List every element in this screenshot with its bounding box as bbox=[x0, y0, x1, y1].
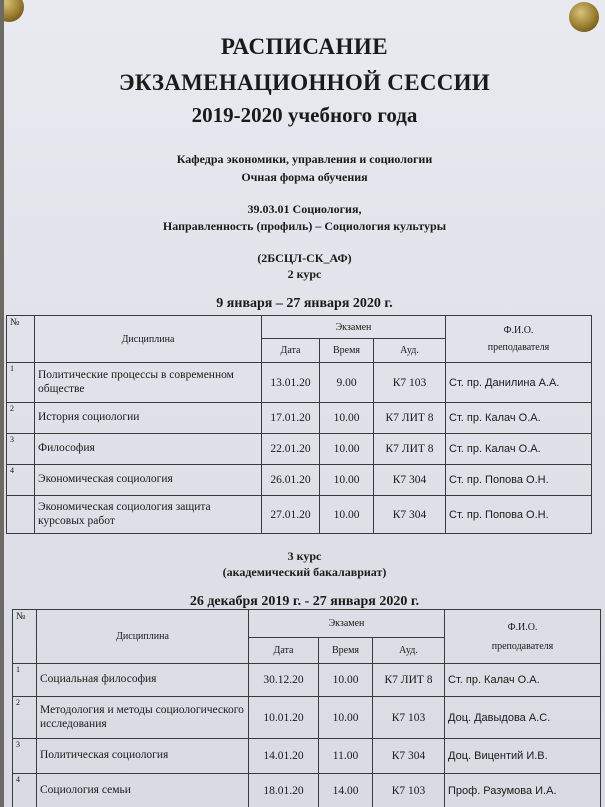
col-date-header: Дата bbox=[262, 339, 320, 363]
time-cell: 10.00 bbox=[320, 465, 374, 496]
schedule-table-course-3 bbox=[12, 609, 601, 807]
table-row bbox=[7, 403, 592, 434]
teacher-cell: Ст. пр. Попова О.Н. bbox=[446, 496, 592, 534]
table-row bbox=[7, 434, 592, 465]
date-cell: 27.01.20 bbox=[262, 496, 320, 534]
date-cell: 14.01.20 bbox=[249, 739, 319, 774]
discipline-cell: Политические процессы в современном обществе bbox=[35, 363, 262, 403]
table-row bbox=[13, 664, 601, 697]
date-cell: 18.01.20 bbox=[249, 774, 319, 807]
room-cell: К7 304 bbox=[374, 496, 446, 534]
degree-track: (академический бакалавриат) bbox=[222, 565, 387, 579]
room-cell: К7 304 bbox=[374, 465, 446, 496]
room-cell: К7 ЛИТ 8 bbox=[374, 403, 446, 434]
col-exam-header: Экзамен bbox=[262, 316, 446, 339]
pushpin-icon bbox=[569, 2, 599, 32]
session-period: 9 января – 27 января 2020 г. bbox=[216, 296, 393, 311]
teacher-header-line2: преподавателя bbox=[487, 342, 550, 353]
col-room-header: Ауд. bbox=[373, 638, 445, 664]
title-exam-session: ЭКЗАМЕНАЦИОННОЙ СЕССИИ bbox=[118, 70, 491, 95]
notice-sheet bbox=[4, 0, 605, 807]
date-cell: 22.01.20 bbox=[262, 434, 320, 465]
discipline-cell: Методология и методы социологического исследования bbox=[37, 697, 249, 739]
title-schedule: РАСПИСАНИЕ bbox=[220, 34, 389, 59]
col-date-header: Дата bbox=[249, 638, 319, 664]
program-code: 39.03.01 Социология, bbox=[247, 202, 362, 216]
room-cell: К7 ЛИТ 8 bbox=[374, 434, 446, 465]
time-cell: 10.00 bbox=[319, 664, 373, 697]
room-cell: К7 ЛИТ 8 bbox=[373, 664, 445, 697]
teacher-cell: Ст. пр. Данилина А.А. bbox=[446, 363, 592, 403]
teacher-cell: Ст. пр. Попова О.Н. bbox=[446, 465, 592, 496]
discipline-cell: История социологии bbox=[35, 403, 262, 434]
course-label-3: 3 курс bbox=[287, 549, 322, 563]
col-room-header: Ауд. bbox=[374, 339, 446, 363]
date-cell: 26.01.20 bbox=[262, 465, 320, 496]
time-cell: 10.00 bbox=[320, 403, 374, 434]
teacher-cell: Проф. Разумова И.А. bbox=[445, 774, 601, 807]
teacher-cell: Ст. пр. Калач О.А. bbox=[445, 664, 601, 697]
row-number: 1 bbox=[7, 363, 35, 403]
table-row bbox=[13, 739, 601, 774]
discipline-cell: Политическая социология bbox=[37, 739, 249, 774]
discipline-cell: Экономическая социология bbox=[35, 465, 262, 496]
row-number bbox=[7, 496, 35, 534]
session-period-2: 26 декабря 2019 г. - 27 января 2020 г. bbox=[189, 594, 420, 609]
group-code: (2БСЦЛ-СК_АФ) bbox=[257, 251, 352, 265]
course-label: 2 курс bbox=[287, 267, 322, 281]
col-exam-header: Экзамен bbox=[249, 610, 445, 638]
teacher-cell: Ст. пр. Калач О.А. bbox=[446, 434, 592, 465]
discipline-cell: Экономическая социология защита курсовых работ bbox=[35, 496, 262, 534]
time-cell: 14.00 bbox=[319, 774, 373, 807]
pushpin-icon bbox=[4, 0, 24, 22]
time-cell: 11.00 bbox=[319, 739, 373, 774]
title-academic-year: 2019-2020 учебного года bbox=[191, 103, 418, 127]
col-teacher-header bbox=[446, 316, 592, 363]
room-cell: К7 304 bbox=[373, 739, 445, 774]
col-number-header: № bbox=[13, 610, 37, 664]
row-number: 4 bbox=[7, 465, 35, 496]
date-cell: 30.12.20 bbox=[249, 664, 319, 697]
time-cell: 10.00 bbox=[320, 434, 374, 465]
teacher-header-line1: Ф.И.О. bbox=[503, 325, 534, 336]
time-cell: 10.00 bbox=[319, 697, 373, 739]
time-cell: 9.00 bbox=[320, 363, 374, 403]
date-cell: 10.01.20 bbox=[249, 697, 319, 739]
table-row bbox=[7, 496, 592, 534]
study-form: Очная форма обучения bbox=[241, 170, 368, 184]
col-discipline-header: Дисциплина bbox=[37, 610, 249, 664]
teacher-header-line2: преподавателя bbox=[491, 640, 554, 652]
table-row bbox=[7, 465, 592, 496]
discipline-cell: Социальная философия bbox=[37, 664, 249, 697]
department: Кафедра экономики, управления и социологии bbox=[176, 152, 433, 166]
col-teacher-header bbox=[445, 610, 601, 664]
program-profile: Направленность (профиль) – Социология культуры bbox=[162, 219, 447, 233]
discipline-cell: Социология семьи bbox=[37, 774, 249, 807]
table-row bbox=[13, 774, 601, 807]
teacher-header-line1: Ф.И.О. bbox=[507, 621, 538, 633]
room-cell: К7 103 bbox=[373, 697, 445, 739]
room-cell: К7 103 bbox=[374, 363, 446, 403]
row-number: 2 bbox=[7, 403, 35, 434]
row-number: 3 bbox=[7, 434, 35, 465]
room-cell: К7 103 bbox=[373, 774, 445, 807]
row-number: 2 bbox=[13, 697, 37, 739]
date-cell: 17.01.20 bbox=[262, 403, 320, 434]
col-discipline-header: Дисциплина bbox=[35, 316, 262, 363]
discipline-cell: Философия bbox=[35, 434, 262, 465]
teacher-cell: Доц. Давыдова А.С. bbox=[445, 697, 601, 739]
col-time-header: Время bbox=[320, 339, 374, 363]
row-number: 1 bbox=[13, 664, 37, 697]
col-number-header: № bbox=[7, 316, 35, 363]
schedule-table-course-2 bbox=[6, 315, 592, 534]
time-cell: 10.00 bbox=[320, 496, 374, 534]
table-row bbox=[13, 697, 601, 739]
teacher-cell: Доц. Вицентий И.В. bbox=[445, 739, 601, 774]
row-number: 3 bbox=[13, 739, 37, 774]
teacher-cell: Ст. пр. Калач О.А. bbox=[446, 403, 592, 434]
table-row bbox=[7, 363, 592, 403]
date-cell: 13.01.20 bbox=[262, 363, 320, 403]
col-time-header: Время bbox=[319, 638, 373, 664]
row-number: 4 bbox=[13, 774, 37, 807]
